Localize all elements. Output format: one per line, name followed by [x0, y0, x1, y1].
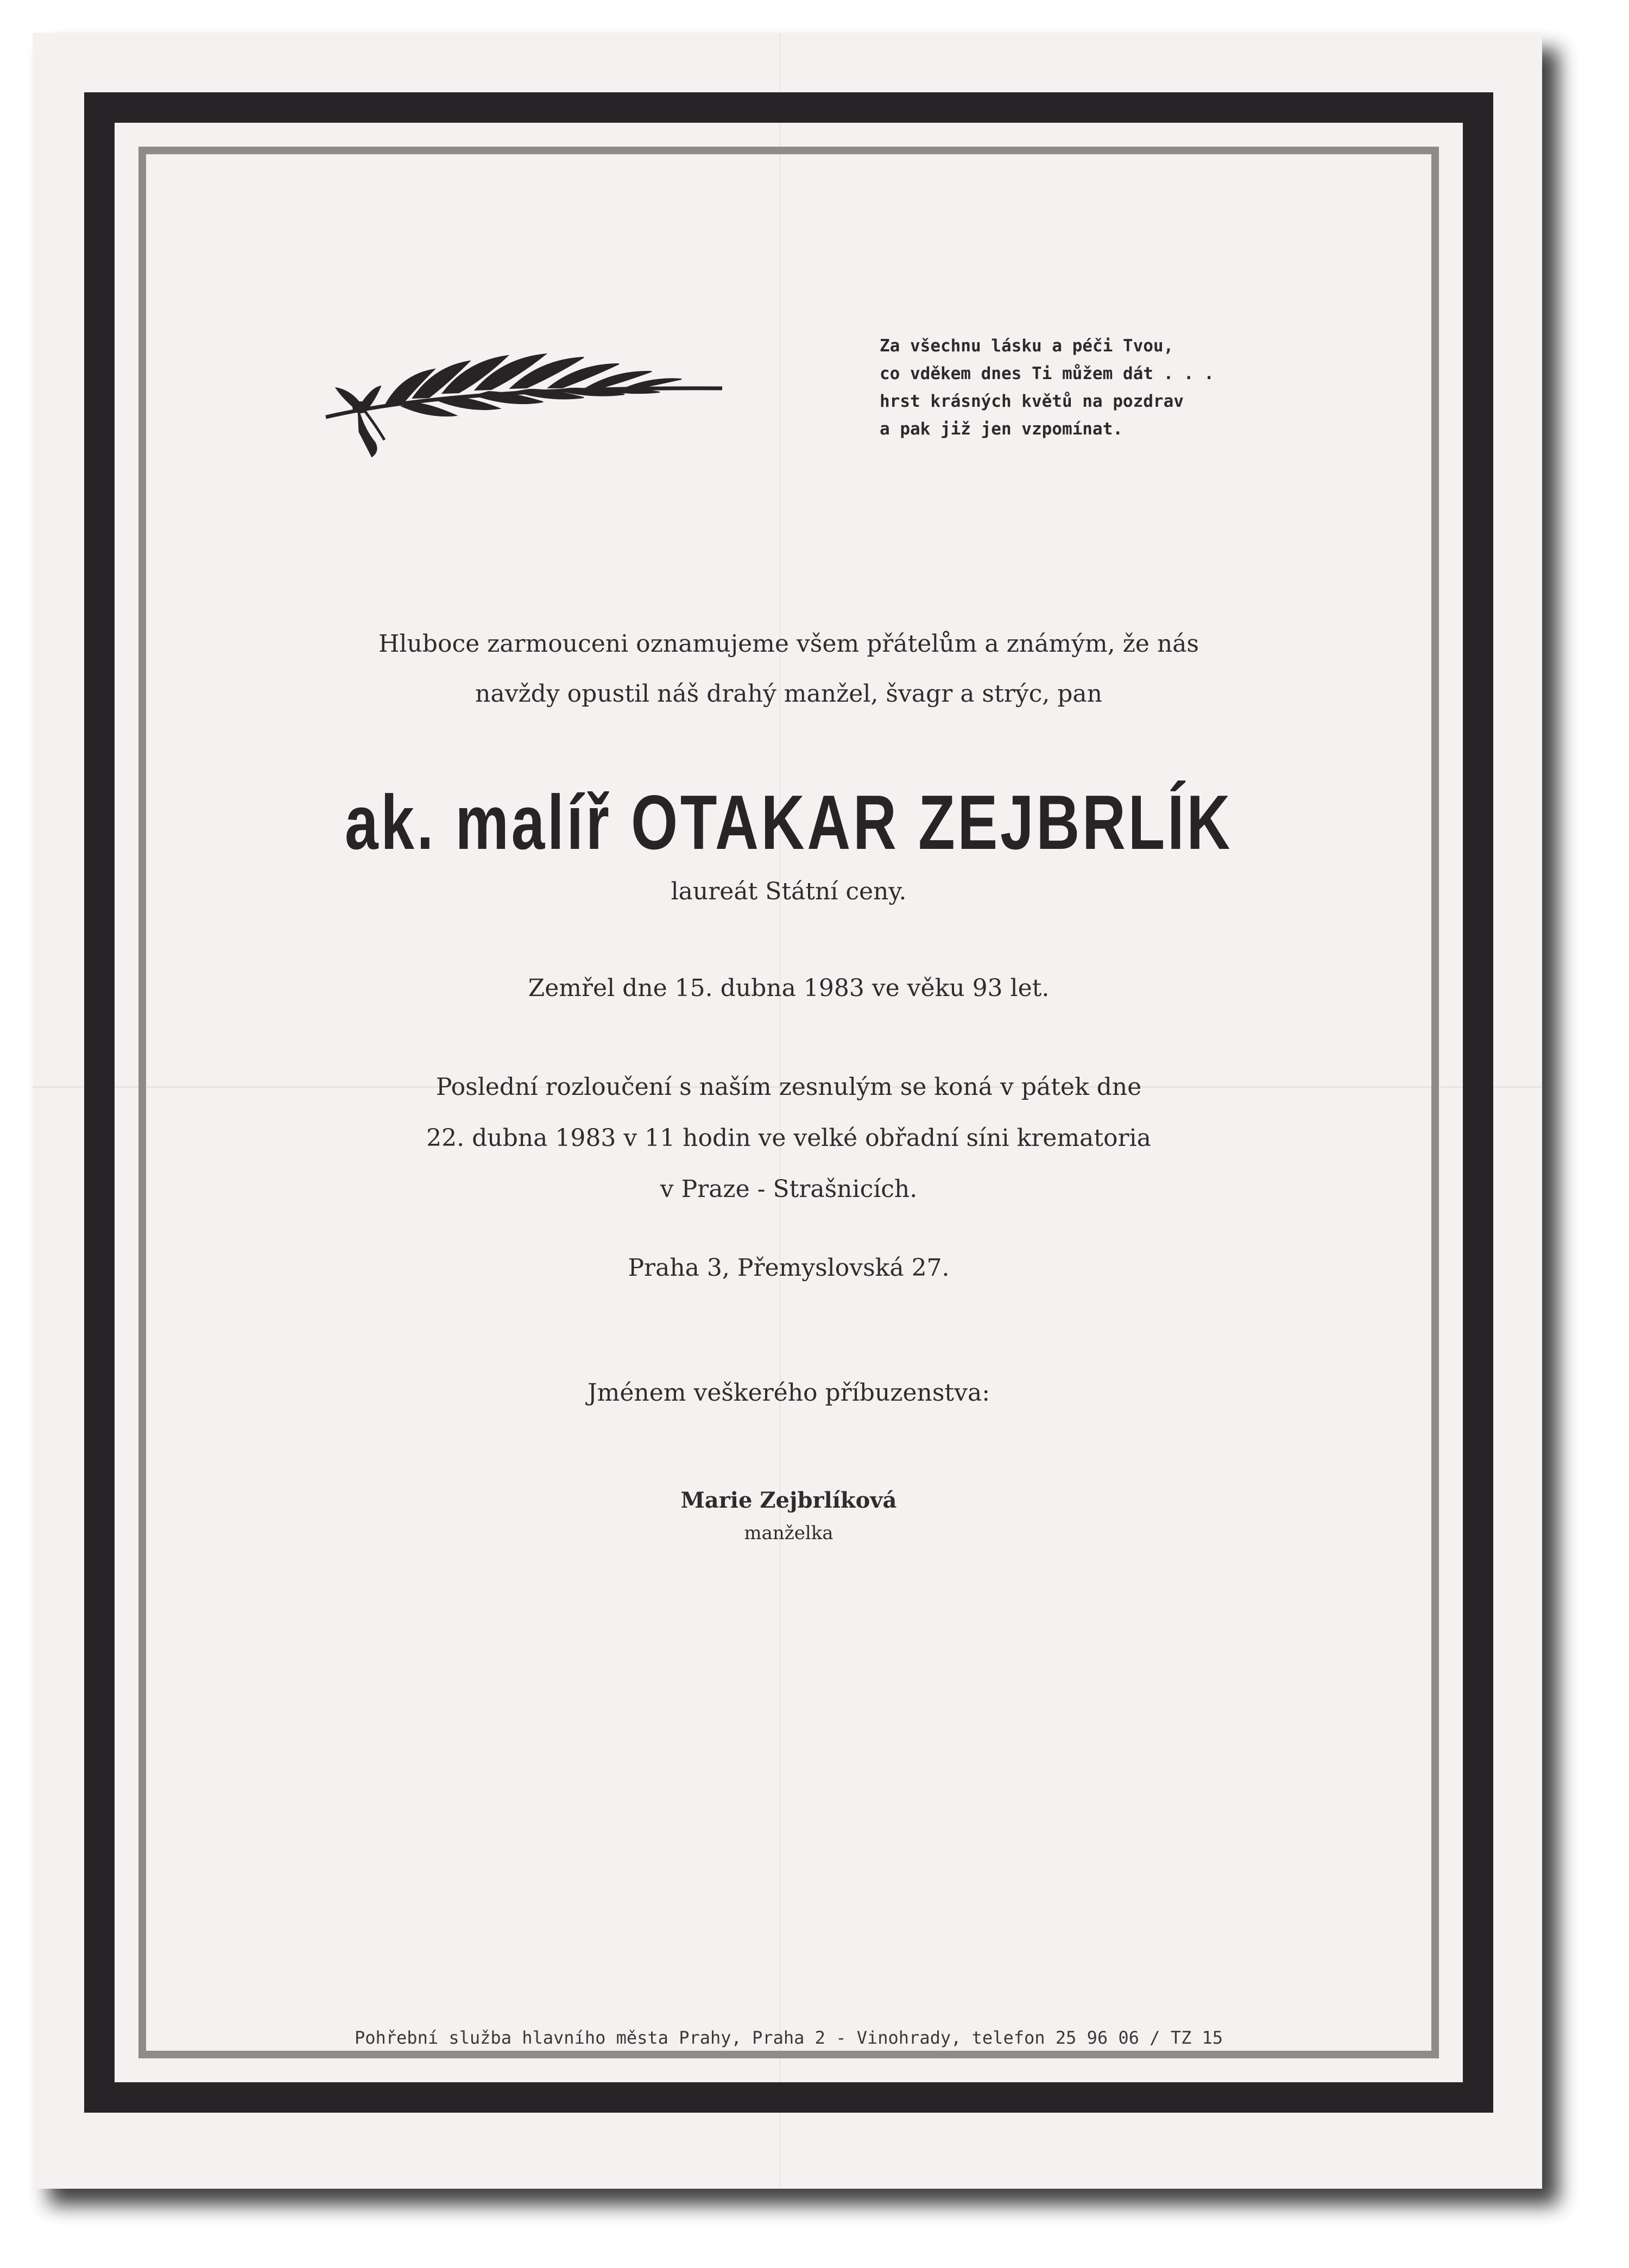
- funeral-line: v Praze - Strašnicích.: [660, 1175, 918, 1203]
- poem-line: a pak již jen vzpomínat.: [880, 419, 1123, 439]
- funeral-service-footer: Pohřební služba hlavního města Prahy, Praha 2 - Vinohrady, telefon 25 96 06 / TZ 15: [354, 2027, 1223, 2048]
- funeral-details: [138, 1062, 1439, 1215]
- announcement-line: Hluboce zarmouceni oznamujeme všem přátelům a známým, že nás: [378, 630, 1199, 658]
- announcement-text: [138, 619, 1439, 719]
- memorial-poem: [880, 332, 1271, 443]
- poem-line: hrst krásných květů na pozdrav: [880, 392, 1184, 411]
- funeral-line: Poslední rozloučení s naším zesnulým se koná v pátek dne: [435, 1073, 1142, 1101]
- funeral-line: 22. dubna 1983 v 11 hodin ve velké obřadní síni krematoria: [426, 1124, 1151, 1152]
- announcement-line: navždy opustil náš drahý manžel, švagr a strýc, pan: [475, 680, 1102, 708]
- deceased-name: ak. malíř OTAKAR ZEJBRLÍK: [344, 779, 1233, 866]
- deceased-title: laureát Státní ceny.: [671, 878, 907, 905]
- signatory-role: manželka: [744, 1522, 834, 1544]
- death-date-line: Zemřel dne 15. dubna 1983 ve věku 93 let.: [528, 974, 1050, 1002]
- poem-line: Za všechnu lásku a péči Tvou,: [880, 336, 1174, 356]
- signatory-name: Marie Zejbrlíková: [680, 1488, 897, 1513]
- family-address: Praha 3, Přemyslovská 27.: [628, 1254, 950, 1282]
- poem-line: co vděkem dnes Ti můžem dát . . .: [880, 364, 1214, 383]
- family-heading: Jménem veškerého příbuzenstva:: [587, 1379, 990, 1407]
- palm-branch-with-ribbon-icon: [320, 337, 733, 462]
